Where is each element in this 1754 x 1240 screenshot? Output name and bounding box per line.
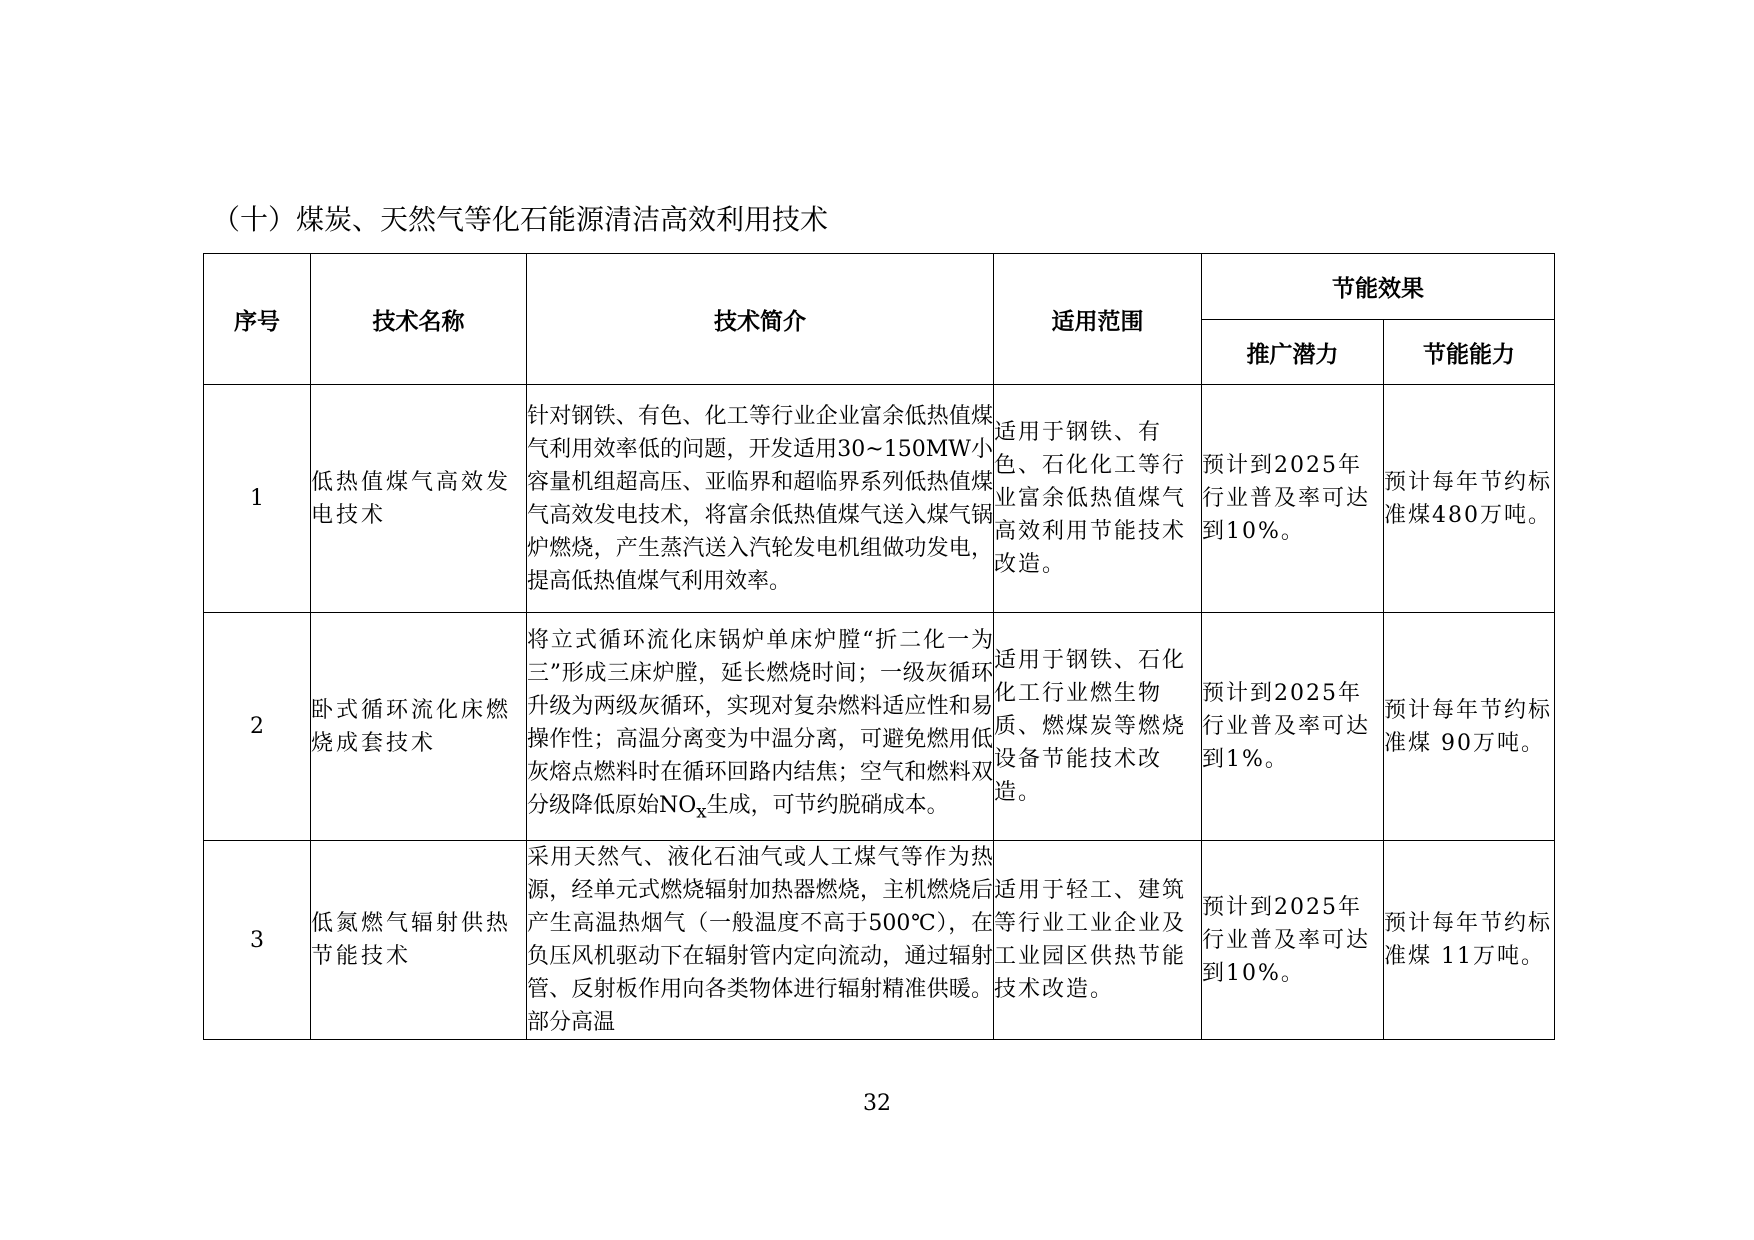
- row-potential: 预计到2025年行业普及率可达到1%。: [1202, 613, 1384, 841]
- row-potential: 预计到2025年行业普及率可达到10%。: [1202, 385, 1384, 613]
- row-capacity: 预计每年节约标准煤480万吨。: [1384, 385, 1555, 613]
- row-desc: [527, 613, 994, 841]
- page-number: 32: [863, 1091, 891, 1116]
- table-row: [204, 385, 1555, 613]
- technology-table: [203, 253, 1555, 1040]
- row-scope: 适用于钢铁、石化化工行业燃生物质、燃煤炭等燃烧设备节能技术改造。: [994, 613, 1202, 841]
- row-capacity: 预计每年节约标准煤 11万吨。: [1384, 841, 1555, 1040]
- row-scope: 适用于轻工、建筑等行业工业企业及工业园区供热节能技术改造。: [994, 841, 1202, 1040]
- row-desc: 针对钢铁、有色、化工等行业企业富余低热值煤气利用效率低的问题，开发适用30~150MW小容量机组超高压、亚临界和超临界系列低热值煤气高效发电技术，将富余低热值煤气送入煤气锅炉燃烧，产生蒸汽送入汽轮发电机组做功发电，提高低热值煤气利用效率。: [527, 385, 994, 613]
- header-seq: 序号: [204, 254, 311, 385]
- row-potential: 预计到2025年行业普及率可达到10%。: [1202, 841, 1384, 1040]
- row-name: 低热值煤气高效发电技术: [311, 385, 527, 613]
- header-name: 技术名称: [311, 254, 527, 385]
- section-title: （十）煤炭、天然气等化石能源清洁高效利用技术: [212, 203, 829, 236]
- row-name: 卧式循环流化床燃烧成套技术: [311, 613, 527, 841]
- table-row: [204, 841, 1555, 1040]
- row-desc-text: 将立式循环流化床锅炉单床炉膛“折二化一为三”形成三床炉膛，延长燃烧时间；一级灰循环升级为两级灰循环，实现对复杂燃料适应性和易操作性；高温分离变为中温分离，可避免燃用低灰熔点燃料时在循环回路内结焦；空气和燃料双分级降低原始NO: [527, 628, 993, 819]
- header-effect: 节能效果: [1202, 254, 1555, 320]
- row-scope: 适用于钢铁、有色、石化化工等行业富余低热值煤气高效利用节能技术改造。: [994, 385, 1202, 613]
- table-row: [204, 613, 1555, 841]
- row-desc: 采用天然气、液化石油气或人工煤气等作为热源，经单元式燃烧辐射加热器燃烧，主机燃烧后产生高温热烟气（一般温度不高于500℃），在负压风机驱动下在辐射管内定向流动，通过辐射管、反射板作用向各类物体进行辐射精准供暖。部分高温: [527, 841, 994, 1040]
- header-scope: 适用范围: [994, 254, 1202, 385]
- header-desc: 技术简介: [527, 254, 994, 385]
- header-potential: 推广潜力: [1202, 320, 1384, 385]
- row-capacity: 预计每年节约标准煤 90万吨。: [1384, 613, 1555, 841]
- row-name: 低氮燃气辐射供热节能技术: [311, 841, 527, 1040]
- row-desc-subscript: x: [696, 801, 707, 823]
- header-capacity: 节能能力: [1384, 320, 1555, 385]
- row-desc-text-end: 生成，可节约脱硝成本。: [706, 793, 949, 819]
- row-seq: 1: [204, 385, 311, 613]
- row-seq: 3: [204, 841, 311, 1040]
- row-seq: 2: [204, 613, 311, 841]
